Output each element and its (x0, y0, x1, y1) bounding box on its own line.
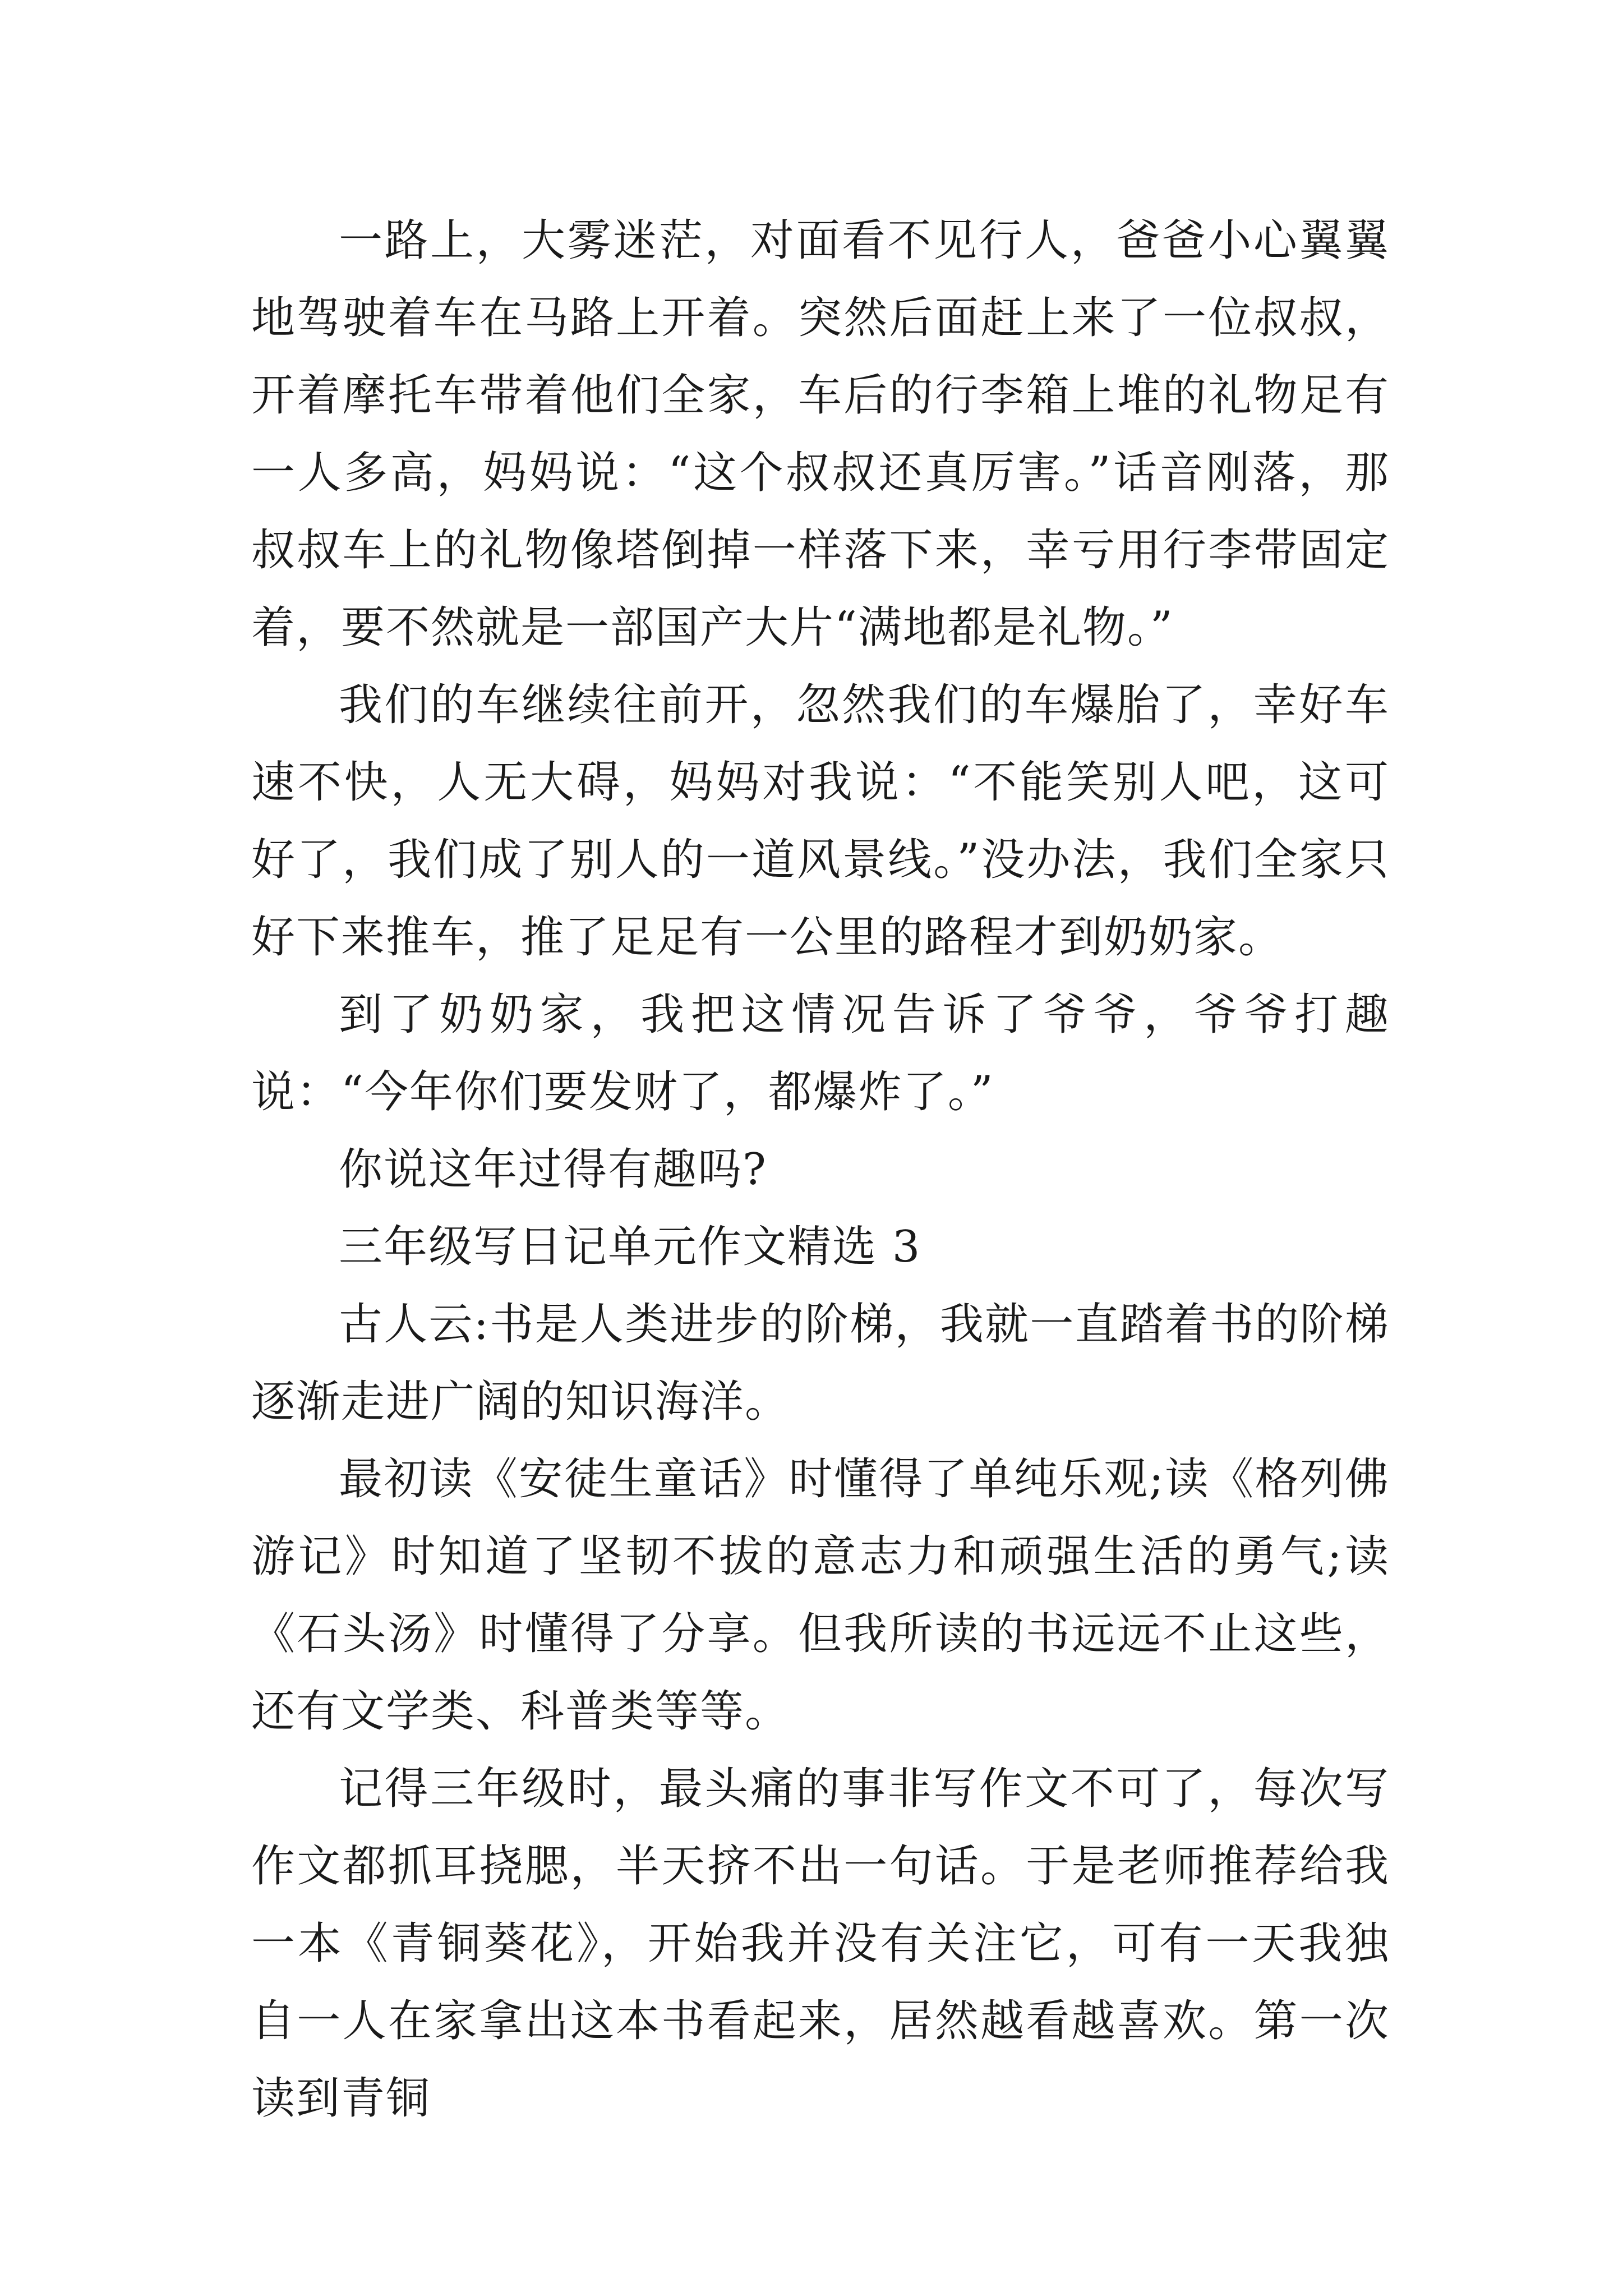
paragraph: 古人云:书是人类进步的阶梯，我就一直踏着书的阶梯逐渐走进广阔的知识海洋。 (251, 1299, 1390, 1427)
paragraph: 到了奶奶家，我把这情况告诉了爷爷，爷爷打趣说：“今年你们要发财了，都爆炸了。” (251, 990, 1390, 1117)
paragraph: 你说这年过得有趣吗? (339, 1144, 767, 1195)
paragraph: 我们的车继续往前开，忽然我们的车爆胎了，幸好车速不快，人无大碍，妈妈对我说：“不能笑别人吧，这可好了，我们成了别人的一道风景线。”没办法，我们全家只好下来推车，推了足足有一公里的路程才到奶奶家。 (251, 680, 1390, 963)
paragraph: 最初读《安徒生童话》时懂得了单纯乐观;读《格列佛游记》时知道了坚韧不拔的意志力和顽强生活的勇气;读《石头汤》时懂得了分享。但我所读的书远远不止这些，还有文学类、科普类等等。 (251, 1454, 1390, 1737)
paragraph: 一路上，大雾迷茫，对面看不见行人，爸爸小心翼翼地驾驶着车在马路上开着。突然后面赶上来了一位叔叔，开着摩托车带着他们全家，车后的行李箱上堆的礼物足有一人多高，妈妈说：“这个叔叔还真厉害。”话音刚落，那叔叔车上的礼物像塔倒掉一样落下来，幸亏用行李带固定着，要不然就是一部国产大片“满地都是礼物。” (251, 215, 1390, 653)
document-body (251, 202, 1390, 2137)
paragraph: 记得三年级时，最头痛的事非写作文不可了，每次写作文都抓耳挠腮，半天挤不出一句话。于是老师推荐给我一本《青铜葵花》，开始我并没有关注它，可有一天我独自一人在家拿出这本书看起来，居然越看越喜欢。第一次读到青铜 (251, 1764, 1390, 2124)
section-heading: 三年级写日记单元作文精选 3 (339, 1222, 921, 1272)
